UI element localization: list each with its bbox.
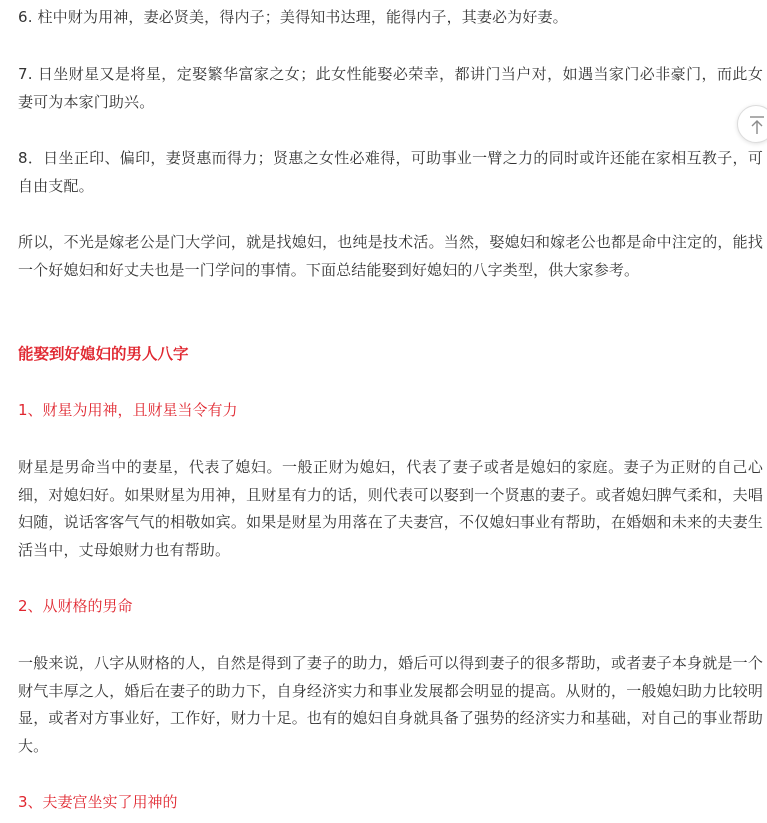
item-2-title: 2、从财格的男命	[18, 597, 133, 615]
paragraph-8: 8．日坐正印、偏印，妻贤惠而得力；贤惠之女性必难得，可助事业一臂之力的同时或许还能在家相互教子，可自由支配。	[18, 149, 763, 195]
summary-paragraph: 所以，不光是嫁老公是门大学问，就是找媳妇，也纯是技术活。当然，娶媳妇和嫁老公也都是命中注定的，能找一个好媳妇和好丈夫也是一门学问的事情。下面总结能娶到好媳妇的八字类型，供大家参考。	[18, 233, 763, 279]
arrow-up-to-line-icon	[748, 115, 766, 135]
item-1-body: 财星是男命当中的妻星，代表了媳妇。一般正财为媳妇，代表了妻子或者是媳妇的家庭。妻子为正财的自己心细，对媳妇好。如果财星为用神，且财星有力的话，则代表可以娶到一个贤惠的妻子。或者媳妇脾气柔和，夫唱妇随，说话客客气气的相敬如宾。如果是财星为用落在了夫妻宫，不仅媳妇事业有帮助，在婚姻和未来的夫妻生活当中，丈母娘财力也有帮助。	[18, 458, 763, 559]
paragraph-7: 7. 日坐财星又是将星，定娶繁华富家之女；此女性能娶必荣幸，都讲门当户对，如遇当家门必非豪门，而此女妻可为本家门助兴。	[18, 65, 763, 111]
section-title: 能娶到好媳妇的男人八字	[18, 345, 189, 363]
item-1-title: 1、财星为用神，且财星当令有力	[18, 401, 238, 419]
paragraph-6: 6. 柱中财为用神，妻必贤美，得内子；美得知书达理，能得内子，其妻必为好妻。	[18, 8, 568, 26]
item-2-body: 一般来说，八字从财格的人，自然是得到了妻子的助力，婚后可以得到妻子的很多帮助，或者妻子本身就是一个财气丰厚之人，婚后在妻子的助力下，自身经济实力和事业发展都会明显的提高。从财的，一般媳妇助力比较明显，或者对方事业好，工作好，财力十足。也有的媳妇自身就具备了强势的经济实力和基础，对自己的事业帮助大。	[18, 654, 763, 755]
item-3-title: 3、夫妻宫坐实了用神的	[18, 793, 178, 811]
back-to-top-button[interactable]	[737, 105, 767, 143]
